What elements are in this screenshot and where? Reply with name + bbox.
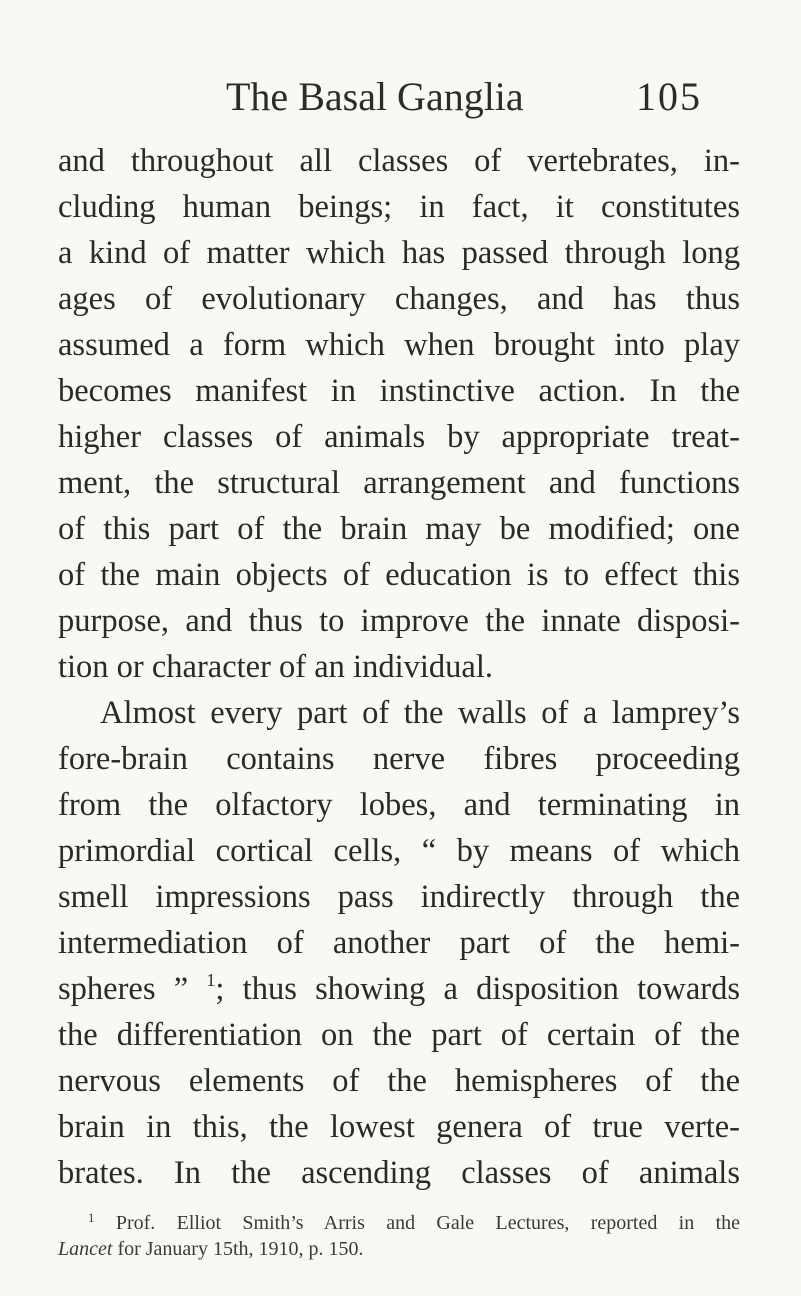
footnote-mark: 1 — [88, 1210, 95, 1225]
footnote — [58, 1210, 740, 1262]
text-line-with-footnote-ref — [58, 966, 740, 1012]
text-line: brates. In the ascending classes of animals — [58, 1155, 740, 1191]
text-line: a kind of matter which has passed through long — [58, 235, 740, 271]
journal-title: Lancet — [58, 1238, 113, 1260]
text-line: nervous elements of the hemispheres of the — [58, 1063, 740, 1099]
text-line: smell impressions pass indirectly through the — [58, 879, 740, 915]
footnote-line — [58, 1236, 740, 1262]
text-line: the differentiation on the part of certain of the — [58, 1017, 740, 1053]
page-number: 105 — [636, 74, 702, 119]
text-line: ages of evolutionary changes, and has thus — [58, 281, 740, 317]
body-text — [58, 138, 740, 1196]
text-line: purpose, and thus to improve the innate disposi- — [58, 603, 740, 639]
text-line: assumed a form which when brought into play — [58, 327, 740, 363]
text-line: of this part of the brain may be modified; one — [58, 511, 740, 547]
text-line: cluding human beings; in fact, it constitutes — [58, 189, 740, 225]
text-line: and throughout all classes of vertebrates, in- — [58, 143, 740, 179]
text-line: from the olfactory lobes, and terminating in — [58, 787, 740, 823]
text-line: primordial cortical cells, “ by means of which — [58, 833, 740, 869]
footnote-ref[interactable]: 1 — [206, 970, 216, 990]
text-line: fore-brain contains nerve fibres proceeding — [58, 741, 740, 777]
running-head-title: The Basal Ganglia — [226, 74, 524, 119]
text-fragment: spheres ” — [58, 971, 189, 1007]
text-line: ment, the structural arrangement and functions — [58, 465, 740, 501]
text-line: Almost every part of the walls of a lamprey’s — [100, 695, 740, 731]
text-line: tion or character of an individual. — [58, 649, 493, 685]
text-fragment: ; thus showing a disposition towards — [215, 971, 740, 1007]
text-line: becomes manifest in instinctive action. In the — [58, 373, 740, 409]
text-line: higher classes of animals by appropriate treat- — [58, 419, 740, 455]
text-line: of the main objects of education is to effect this — [58, 557, 740, 593]
footnote-line — [58, 1210, 740, 1236]
running-head — [226, 72, 746, 122]
text-line: intermediation of another part of the hemi- — [58, 925, 740, 961]
footnote-text: for January 15th, 1910, p. 150. — [112, 1238, 364, 1260]
text-line: brain in this, the lowest genera of true verte- — [58, 1109, 740, 1145]
footnote-text: Prof. Elliot Smith’s Arris and Gale Lectures, reported in the — [115, 1212, 741, 1234]
